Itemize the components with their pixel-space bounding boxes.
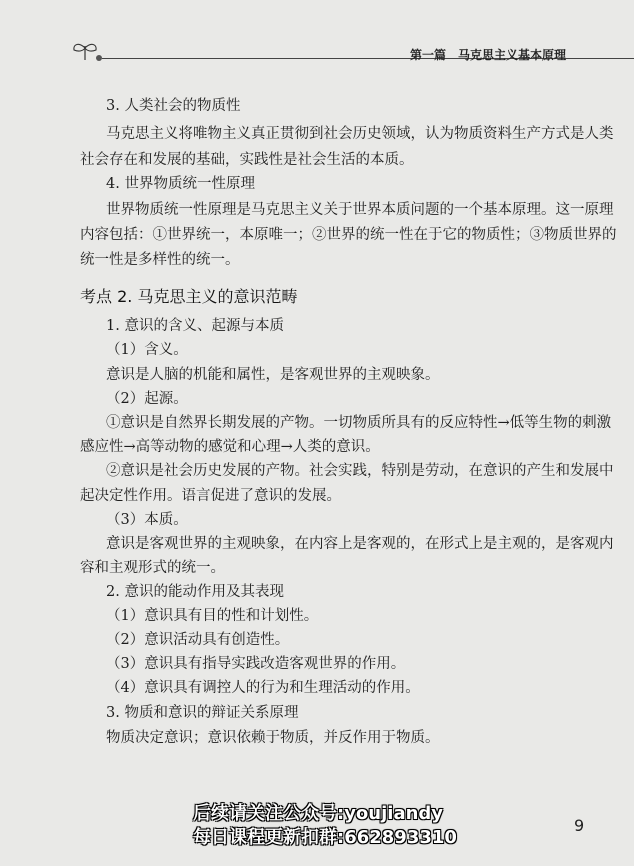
- list-item: （3）意识具有指导实践改造客观世界的作用。: [106, 656, 406, 672]
- section-heading: 考点 2. 马克思主义的意识范畴: [80, 287, 298, 306]
- paragraph-line: 统一性是多样性的统一。: [80, 252, 240, 268]
- subheading: 3. 物质和意识的辩证关系原理: [106, 705, 299, 721]
- watermark-line: 每日课程更新扣群:662893310: [193, 827, 457, 848]
- subheading: 3. 人类社会的物质性: [106, 98, 241, 114]
- list-item: （4）意识具有调控人的行为和生理活动的作用。: [106, 680, 420, 696]
- watermark-line: 后续请关注公众号:youjiandy: [193, 803, 444, 824]
- subheading: 1. 意识的含义、起源与本质: [106, 318, 284, 334]
- subheading: 4. 世界物质统一性原理: [106, 176, 255, 192]
- running-header: 第一篇 马克思主义基本原理: [410, 48, 567, 62]
- paragraph-line: 意识是人脑的机能和属性，是客观世界的主观映象。: [106, 367, 440, 383]
- paragraph-line: 社会存在和发展的基础，实践性是社会生活的本质。: [80, 152, 414, 168]
- list-item: （1）含义。: [106, 342, 188, 358]
- list-item: （1）意识具有目的性和计划性。: [106, 608, 319, 624]
- paragraph-line: 世界物质统一性原理是马克思主义关于世界本质问题的一个基本原理。这一原理: [106, 202, 614, 218]
- subheading: 2. 意识的能动作用及其表现: [106, 584, 284, 600]
- list-item: （3）本质。: [106, 512, 188, 528]
- paragraph-line: 起决定性作用。语言促进了意识的发展。: [80, 488, 341, 504]
- paragraph-line: 物质决定意识；意识依赖于物质，并反作用于物质。: [106, 730, 440, 746]
- list-item: （2）意识活动具有创造性。: [106, 632, 290, 648]
- paragraph-line: ②意识是社会历史发展的产物。社会实践，特别是劳动，在意识的产生和发展中: [106, 463, 614, 479]
- paragraph-line: 容和主观形式的统一。: [80, 560, 225, 576]
- paragraph-line: 马克思主义将唯物主义真正贯彻到社会历史领域，认为物质资料生产方式是人类: [106, 126, 614, 142]
- paragraph-line: 意识是客观世界的主观映象，在内容上是客观的，在形式上是主观的，是客观内: [106, 536, 614, 552]
- list-item: （2）起源。: [106, 391, 188, 407]
- page-number: 9: [574, 816, 585, 835]
- paragraph-line: 感应性→高等动物的感觉和心理→人类的意识。: [80, 439, 380, 455]
- paragraph-line: 内容包括：①世界统一，本原唯一；②世界的统一性在于它的物质性；③物质世界的: [80, 227, 617, 243]
- paragraph-line: ①意识是自然界长期发展的产物。一切物质所具有的反应特性→低等生物的刺激: [106, 415, 612, 431]
